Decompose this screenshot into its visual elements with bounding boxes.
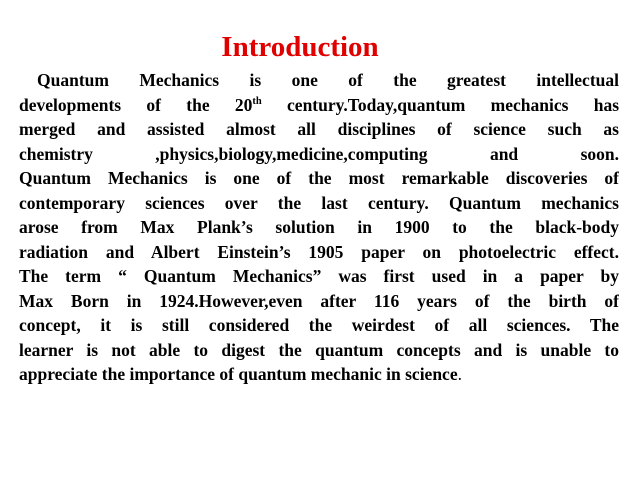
paragraph-line-text: developments of the 20 <box>19 94 253 115</box>
paragraph-line: merged and assisted almost all disciplines of science such as <box>19 119 619 139</box>
trailing-period: . <box>457 364 462 384</box>
paragraph-line: chemistry ,physics,biology,medicine,computing and soon. <box>19 143 619 164</box>
paragraph-line: Max Born in 1924.However,even after 116 years of the birth of <box>19 290 619 311</box>
paragraph-line: arose from Max Plank’s solution in 1900 to the black-body <box>19 217 619 237</box>
ordinal-superscript: th <box>252 95 262 107</box>
paragraph-line: Quantum Mechanics is one of the greatest intellectual <box>37 70 619 90</box>
paragraph-line <box>19 93 619 118</box>
paragraph-line <box>19 362 619 387</box>
paragraph-line: learner is not able to digest the quantum concepts and is unable to <box>19 339 619 360</box>
slide-title: Introduction <box>221 31 379 63</box>
paragraph-line: radiation and Albert Einstein’s 1905 paper on photoelectric effect. <box>19 241 619 262</box>
paragraph-line-text: century.Today,quantum mechanics has <box>261 94 619 115</box>
paragraph-line-text: appreciate the importance of quantum mechanic in science <box>19 364 458 384</box>
intro-paragraph <box>19 68 619 387</box>
paragraph-line: The term “ Quantum Mechanics” was first used in a paper by <box>19 266 619 286</box>
paragraph-line: concept, it is still considered the weirdest of all sciences. The <box>19 315 619 335</box>
paragraph-line: contemporary sciences over the last century. Quantum mechanics <box>19 192 619 213</box>
paragraph-line: Quantum Mechanics is one of the most remarkable discoveries of <box>19 168 619 188</box>
